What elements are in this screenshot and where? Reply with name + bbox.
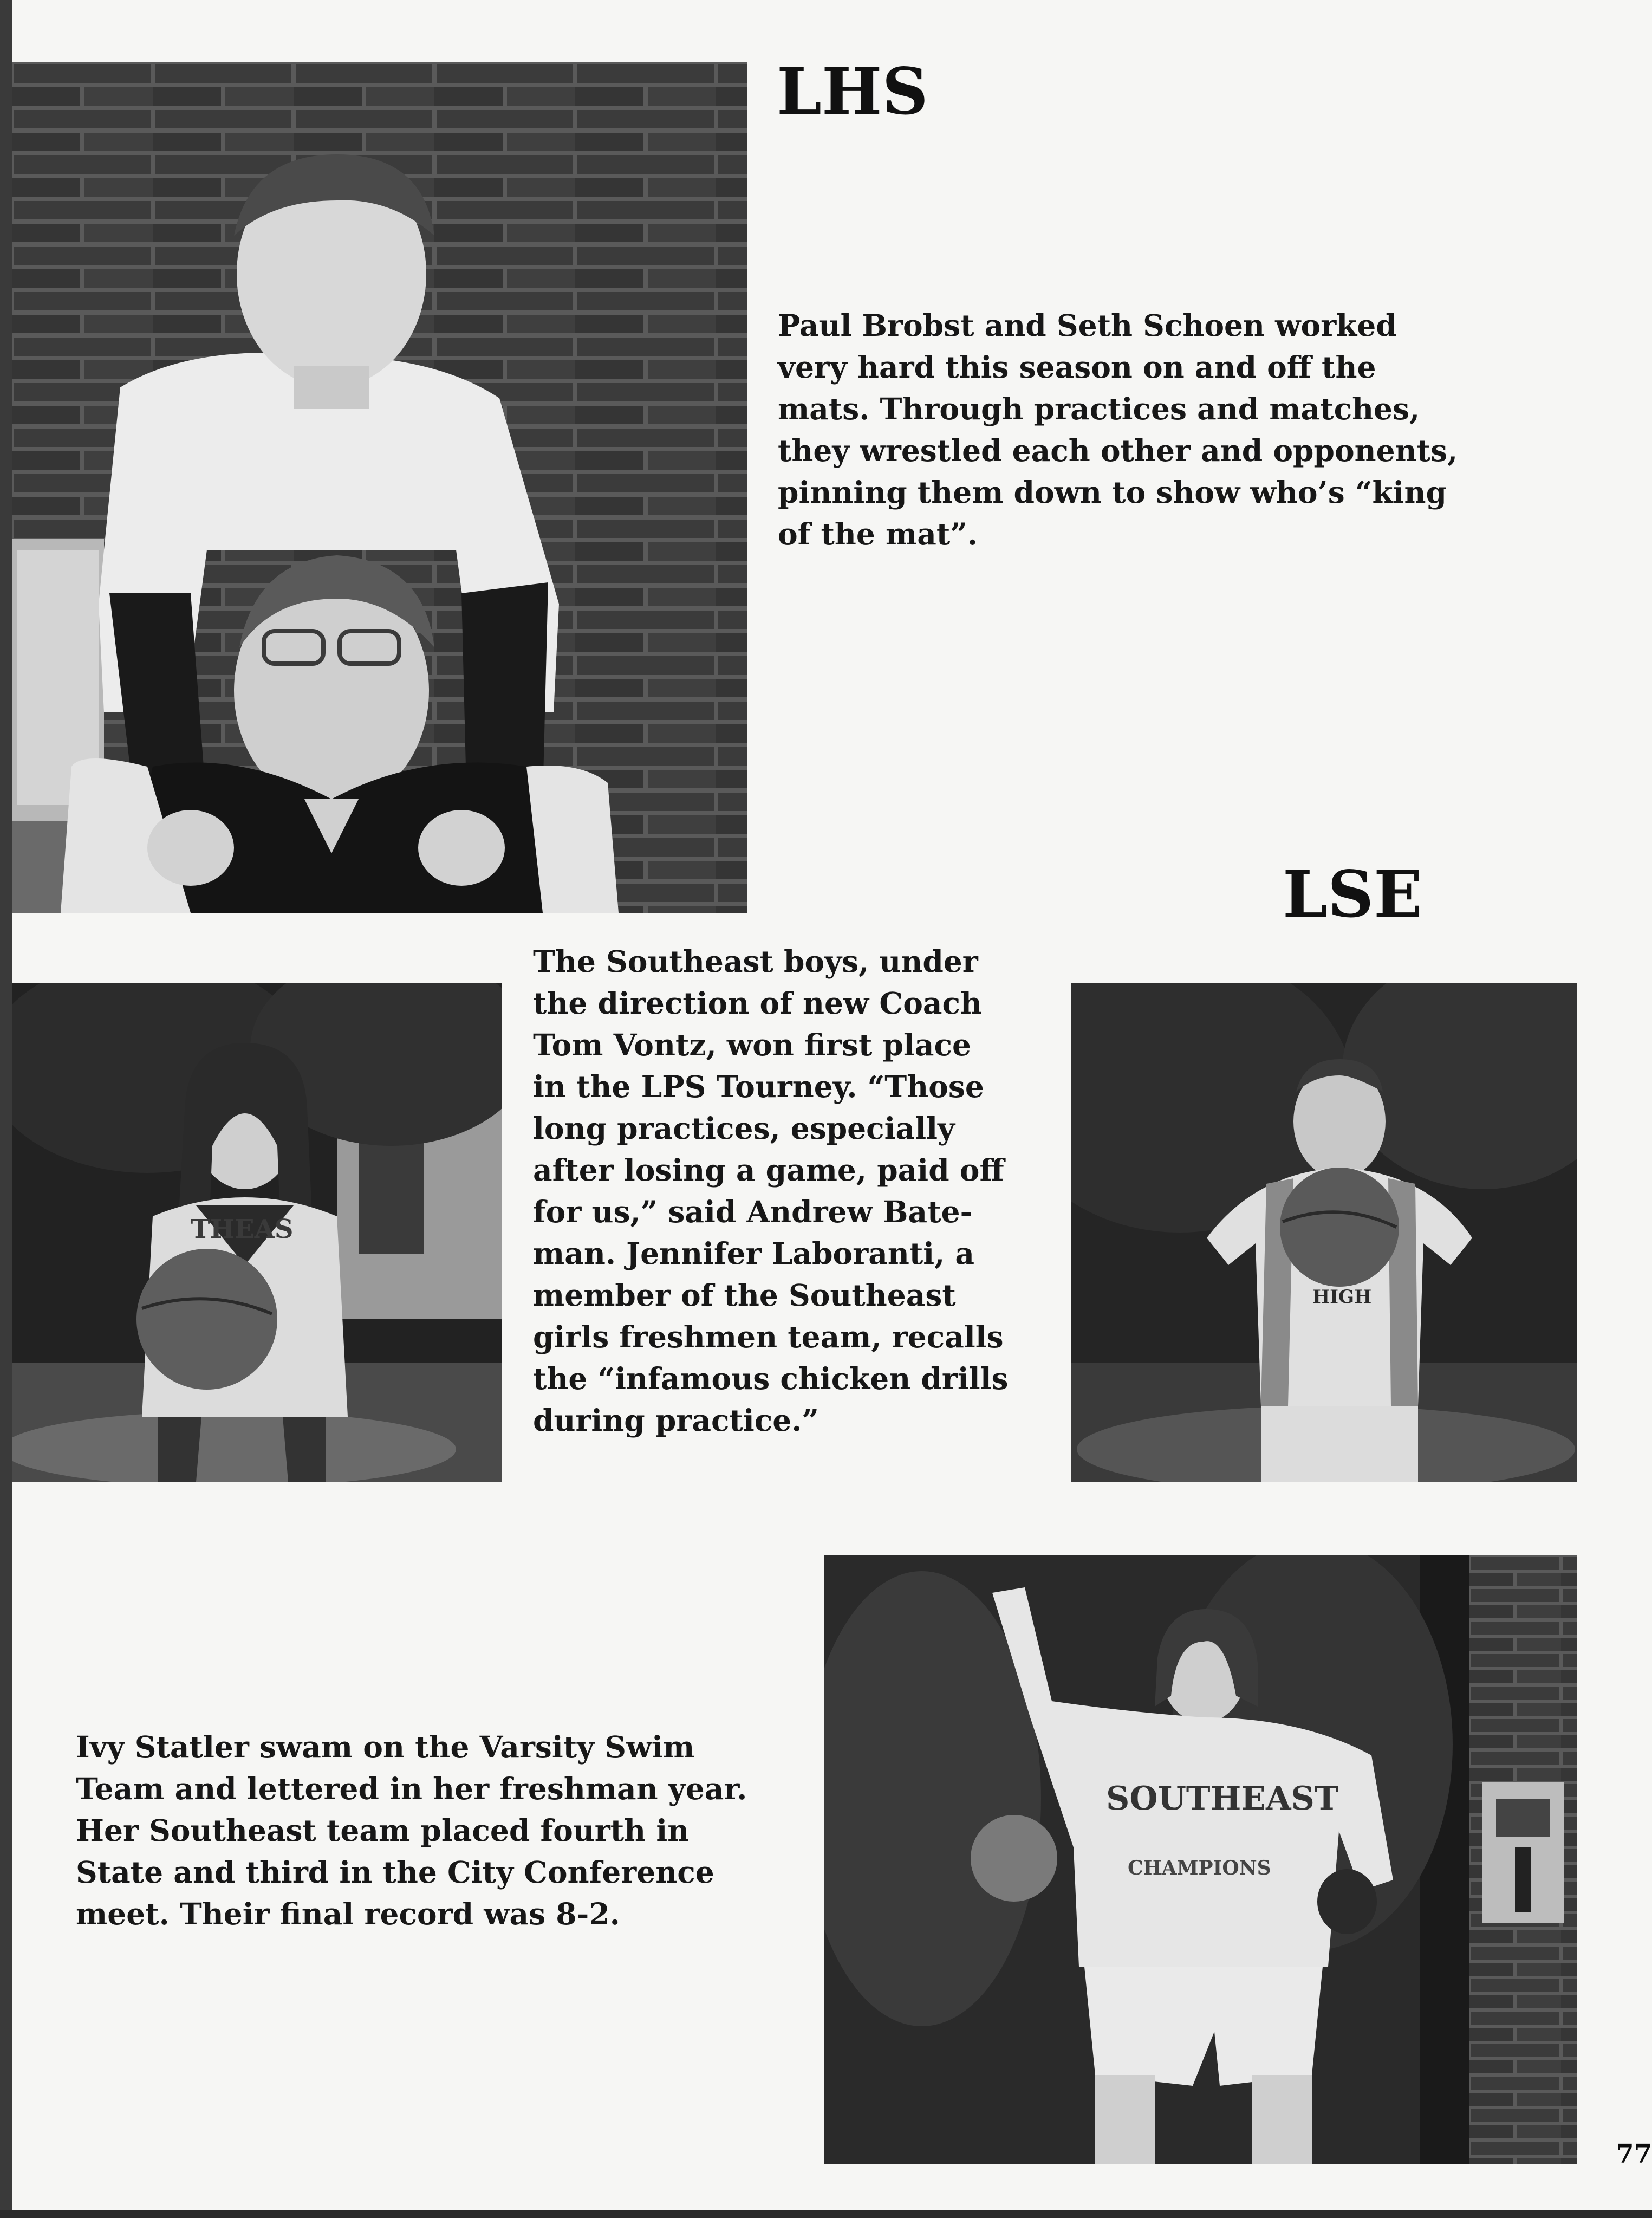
caption-line: they wrestled each other and opponents, [778, 433, 1458, 468]
girl-basketball-illustration [12, 983, 502, 1482]
caption-line: The Southeast boys, under [533, 944, 978, 979]
caption-line: Tom Vontz, won first place [533, 1027, 971, 1062]
caption-line: man. Jennifer Laboranti, a [533, 1236, 975, 1271]
caption-line: State and third in the City Conference [76, 1854, 714, 1890]
caption-line: meet. Their final record was 8-2. [76, 1896, 620, 1931]
caption-line: for us,” said Andrew Bate- [533, 1194, 973, 1229]
caption-line: mats. Through practices and matches, [778, 391, 1420, 426]
caption-line: of the mat”. [778, 516, 978, 552]
caption-line: Paul Brobst and Seth Schoen worked [778, 308, 1397, 343]
lse-caption [533, 941, 1009, 1441]
caption-line: very hard this season on and off the [778, 349, 1376, 385]
swimmer-illustration [824, 1555, 1577, 2164]
sweatshirt-text: SOUTHEAST [1106, 1780, 1339, 1818]
caption-line: member of the Southeast [533, 1277, 956, 1313]
caption-line: the “infamous chicken drills [533, 1361, 1009, 1396]
wrestlers-photo [12, 62, 747, 913]
caption-line: Ivy Statler swam on the Varsity Swim [76, 1729, 695, 1765]
caption-line: Team and lettered in her freshman year. [76, 1771, 747, 1806]
caption-line: in the LPS Tourney. “Those [533, 1069, 984, 1104]
page-binding-edge [0, 0, 12, 2218]
caption-line: girls freshmen team, recalls [533, 1319, 1004, 1354]
lhs-heading: LHS [777, 54, 928, 129]
girl-basketball-photo [12, 983, 502, 1482]
caption-line: during practice.” [533, 1403, 820, 1438]
caption-line: Her Southeast team placed fourth in [76, 1813, 690, 1848]
caption-line: long practices, especially [533, 1111, 955, 1146]
swim-caption [76, 1726, 747, 1935]
jersey-text: THEAS [191, 1214, 294, 1244]
boy-basketball-illustration [1071, 983, 1577, 1482]
swimmer-photo [824, 1555, 1577, 2164]
lse-heading: LSE [1283, 857, 1423, 932]
boy-basketball-photo [1071, 983, 1577, 1482]
jersey-text: HIGH [1312, 1286, 1372, 1308]
sweatshirt-subtext: CHAMPIONS [1128, 1857, 1271, 1879]
lhs-caption [778, 304, 1458, 555]
page-bottom-edge [0, 2210, 1652, 2218]
caption-line: after losing a game, paid off [533, 1152, 1004, 1188]
caption-line: pinning them down to show who’s “king [778, 475, 1447, 510]
caption-line: the direction of new Coach [533, 985, 983, 1021]
wrestlers-illustration [12, 62, 747, 913]
page-number: 77 [1616, 2139, 1652, 2169]
